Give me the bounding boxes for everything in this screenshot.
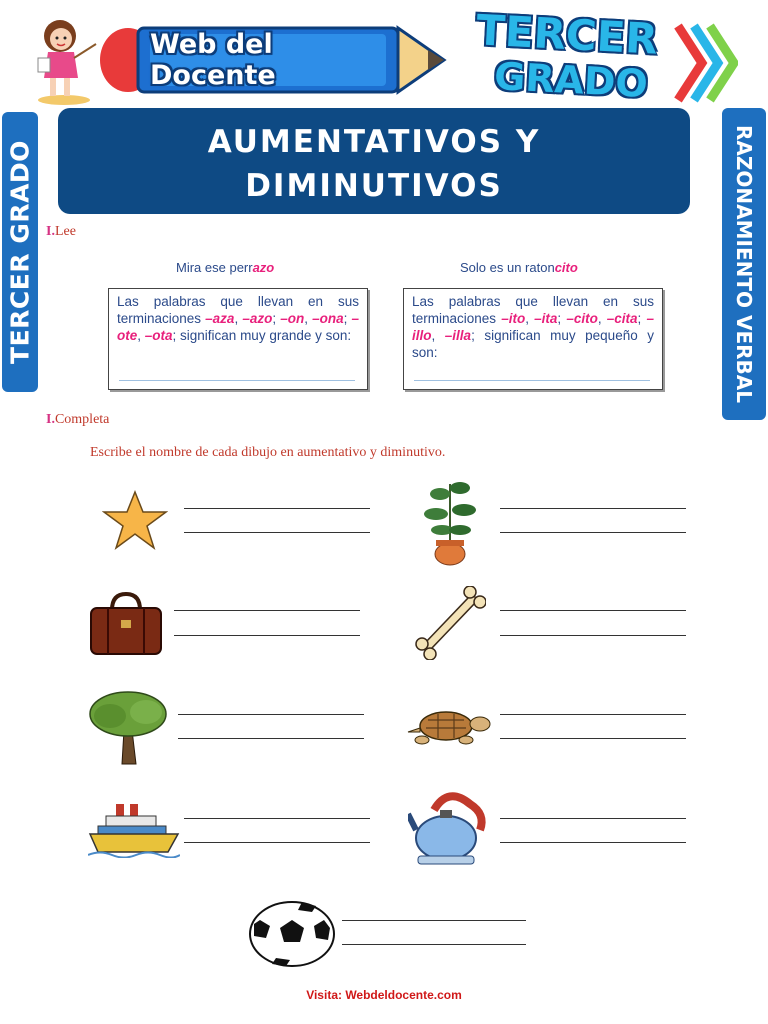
right-example-suffix: cito [554,260,578,275]
potted-plant-icon [422,474,478,566]
answer-line[interactable] [500,714,686,715]
instruction-text: Escribe el nombre de cada dibujo en aumentativo y diminutivo. [90,445,446,460]
answer-line[interactable] [184,842,370,843]
teacher-mascot-image [30,14,100,106]
section-marker: I. [46,224,55,239]
soccer-ball-icon [246,898,338,968]
answer-line[interactable] [500,635,686,636]
logo-text: Web del Docente [150,29,276,91]
answer-line[interactable] [184,532,370,533]
answer-line[interactable] [178,738,364,739]
answer-line[interactable] [184,818,370,819]
answer-line[interactable] [119,380,355,381]
section-label: Completa [54,412,110,427]
answer-line[interactable] [500,818,686,819]
footer-link[interactable]: Visita: Webdeldocente.com [306,988,462,1002]
aumentativo-rule-box: Las palabras que llevan en sus terminaciones –aza, –azo; –on, –ona; –ote, –ota; significan muy grande y son: [108,288,368,390]
title-line1: AUMENTATIVOS Y [207,124,541,160]
answer-line[interactable] [174,610,360,611]
answer-line[interactable] [500,508,686,509]
worksheet-title [58,108,690,214]
right-example: Solo es un ratoncito [460,260,578,275]
answer-line[interactable] [178,714,364,715]
answer-line[interactable] [500,610,686,611]
kettle-icon [408,790,494,868]
briefcase-icon [88,590,164,658]
side-banner-left-text: TERCER GRADO [5,140,35,364]
grade-title-line2: GRADO [493,54,649,106]
section-lee-heading [46,224,76,240]
answer-line[interactable] [500,842,686,843]
diminutivo-rule-box: Las palabras que llevan en sus terminaciones –ito, –ita; –cito, –cita; –illo, –illa; significan muy pequeño y son: [403,288,663,390]
answer-line[interactable] [184,508,370,509]
answer-line[interactable] [500,532,686,533]
side-banner-right-text: RAZONAMIENTO VERBAL [732,125,756,403]
star-icon [102,490,168,550]
section-completa-heading [46,412,109,428]
answer-line[interactable] [414,380,650,381]
chevron-arrows-icon [672,22,738,104]
side-banner-right [722,108,766,420]
tree-icon [86,686,170,766]
ship-icon [88,800,180,858]
left-example: Mira ese perrazo [176,260,275,275]
answer-line[interactable] [342,944,526,945]
grade-title-line1: TERCER [475,5,659,64]
turtle-icon [406,706,494,746]
answer-line[interactable] [342,920,526,921]
side-banner-left [2,112,38,392]
answer-line[interactable] [174,635,360,636]
left-example-suffix: azo [252,260,275,275]
title-line2: DIMINUTIVOS [245,168,503,204]
section-marker: I. [46,412,55,427]
bone-icon [414,586,486,660]
section-label: Lee [54,224,76,239]
answer-line[interactable] [500,738,686,739]
